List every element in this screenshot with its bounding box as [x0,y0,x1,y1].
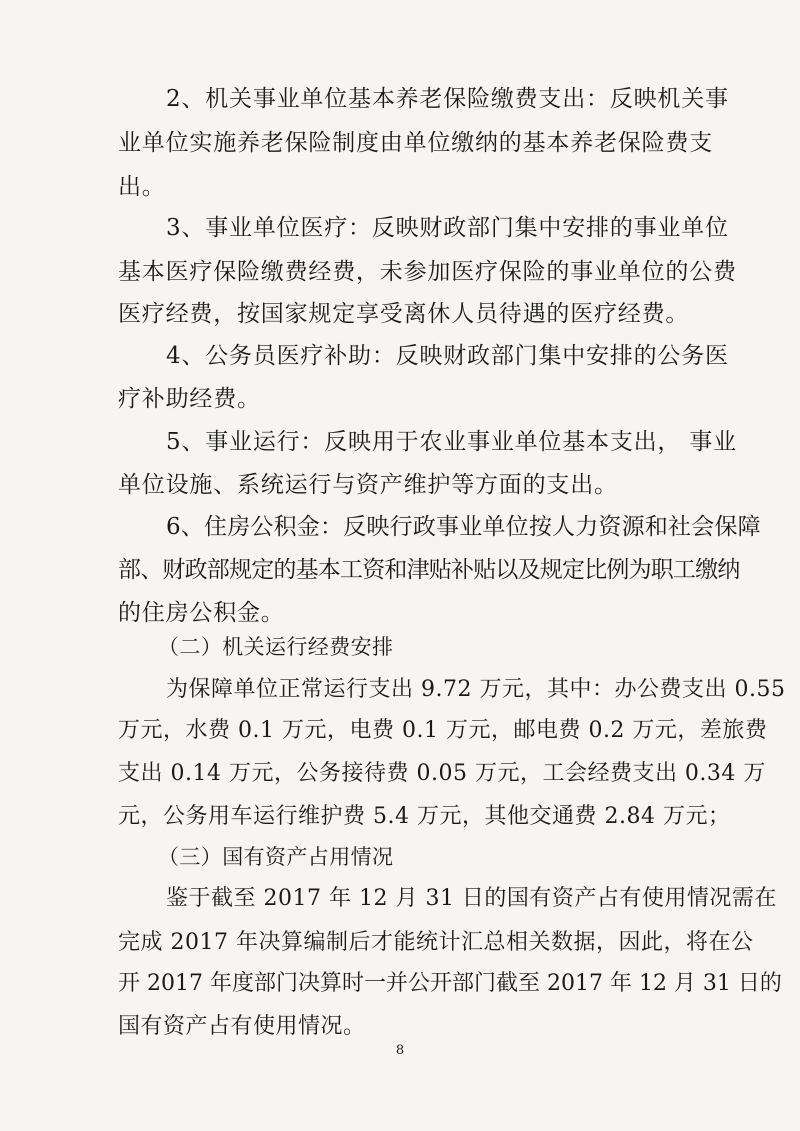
paragraph-line: 支出 0.14 万元，公务接待费 0.05 万元，工会经费支出 0.34 万 [118,761,766,786]
paragraph-line: 业单位实施养老保险制度由单位缴纳的基本养老保险费支 [118,130,713,156]
paragraph-line: 基本医疗保险缴费经费，未参加医疗保险的事业单位的公费 [118,259,737,285]
section-heading: （二）机关运行经费安排 [158,635,394,659]
page-number: 8 [395,1043,405,1058]
paragraph-line: 5、事业运行：反映用于农业事业单位基本支出， 事业 [166,429,737,455]
paragraph-line: 2、机关事业单位基本养老保险缴费支出：反映机关事 [166,86,729,112]
paragraph-line: 出。 [118,174,166,200]
paragraph-line: 鉴于截至 2017 年 12 月 31 日的国有资产占有使用情况需在 [166,886,777,911]
paragraph-line: 疗补助经费。 [118,386,261,412]
paragraph-line: 为保障单位正常运行支出 9.72 万元，其中：办公费支出 0.55 [166,677,786,702]
paragraph-line: 医疗经费，按国家规定享受离休人员待遇的医疗经费。 [118,301,690,327]
section-heading: （三）国有资产占用情况 [158,845,394,869]
paragraph-line: 的住房公积金。 [118,600,285,626]
paragraph-line: 完成 2017 年决算编制后才能统计汇总相关数据，因此，将在公 [118,930,754,955]
paragraph-line: 部、财政部规定的基本工资和津贴补贴以及规定比例为职工缴纳 [118,557,740,583]
paragraph-line: 国有资产占有使用情况。 [118,1014,366,1039]
paragraph-line: 4、公务员医疗补助：反映财政部门集中安排的公务医 [166,343,729,369]
paragraph-line: 单位设施、系统运行与资产维护等方面的支出。 [118,472,618,498]
paragraph-line: 3、事业单位医疗：反映财政部门集中安排的事业单位 [166,215,729,241]
paragraph-line: 万元，水费 0.1 万元，电费 0.1 万元，邮电费 0.2 万元，差旅费 [118,718,768,743]
paragraph-line: 元，公务用车运行维护费 5.4 万元，其他交通费 2.84 万元； [118,804,731,829]
paragraph-line: 6、住房公积金：反映行政事业单位按人力资源和社会保障 [166,514,761,540]
paragraph-line: 开 2017 年度部门决算时一并公开部门截至 2017 年 12 月 31 日的 [118,971,782,996]
